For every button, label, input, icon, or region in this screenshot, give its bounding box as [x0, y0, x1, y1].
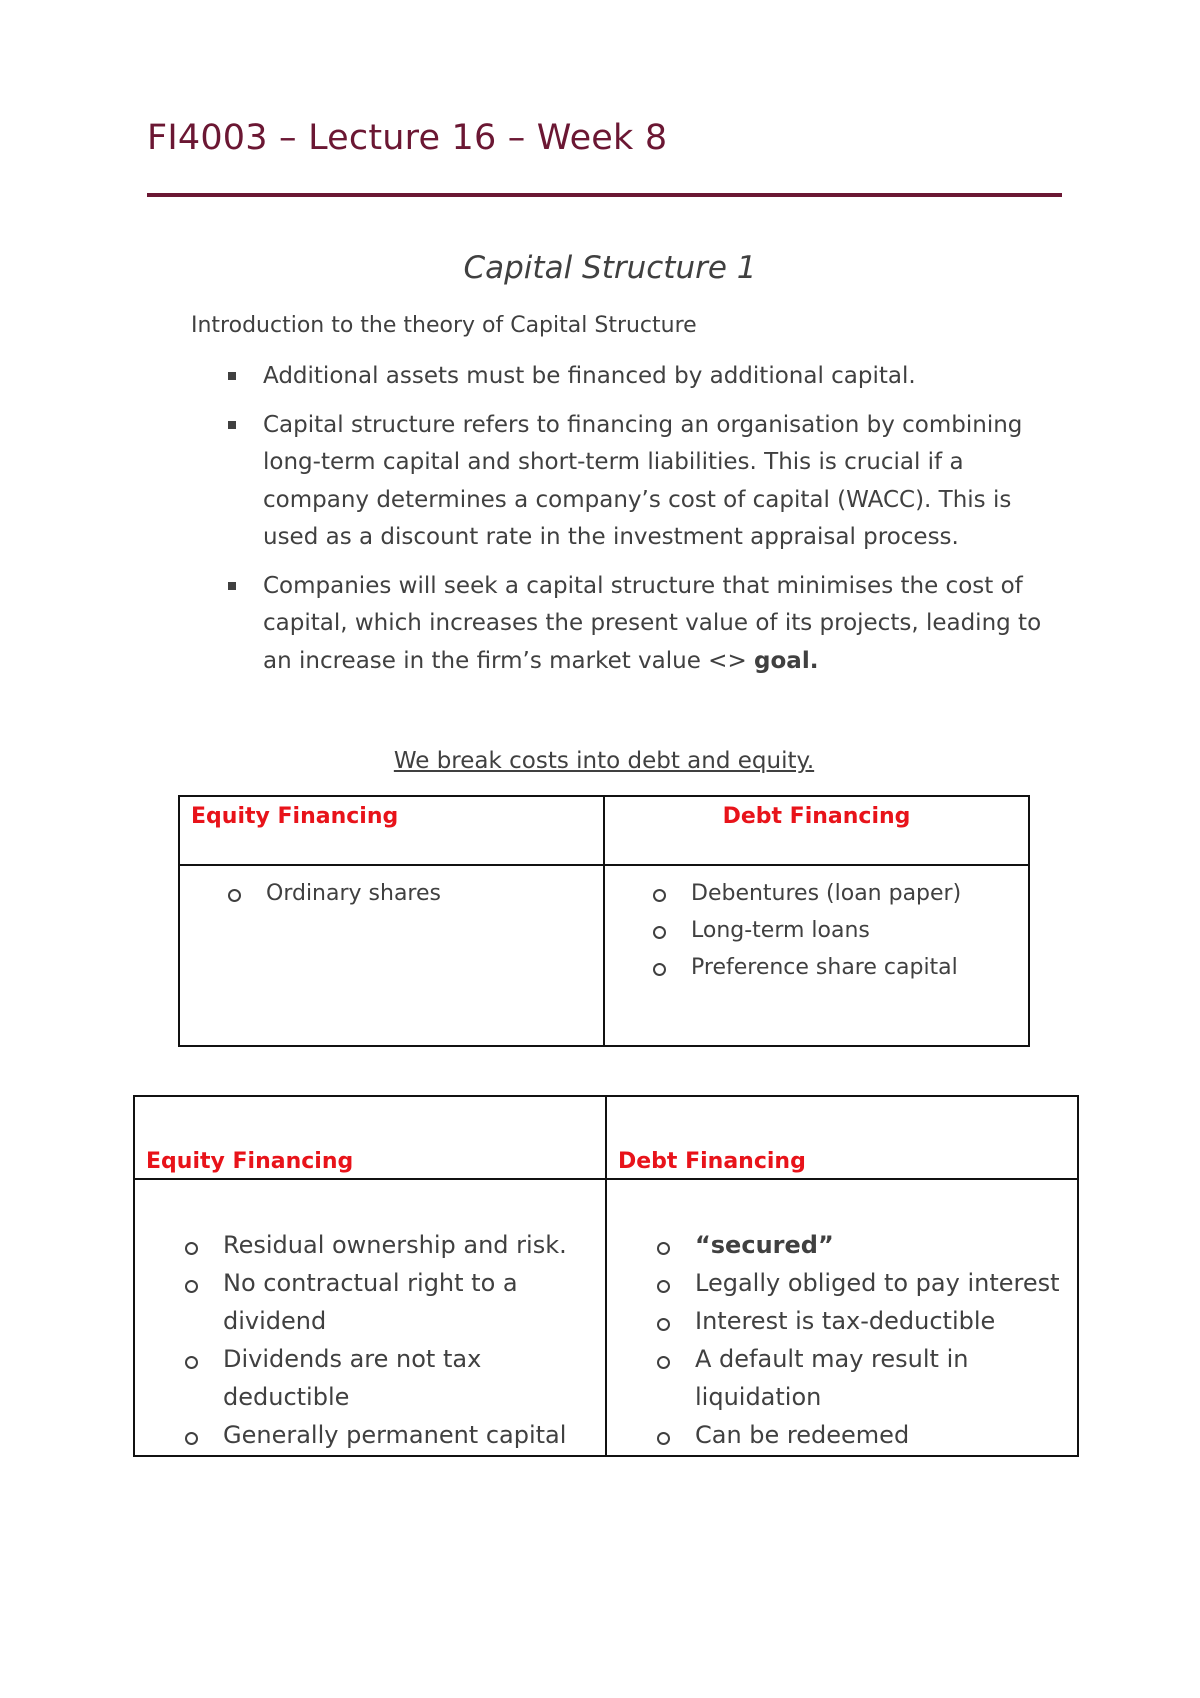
list-item	[649, 1340, 1077, 1416]
bullet-text: Additional assets must be financed by additional capital.	[263, 363, 916, 389]
item-text: Long-term loans	[691, 918, 870, 943]
table-cell	[606, 1179, 1078, 1456]
item-text: Interest is tax-deductible	[695, 1307, 996, 1335]
debt-header: Debt Financing	[722, 804, 911, 829]
list-item	[649, 1416, 1077, 1454]
circle-bullet-icon	[185, 1432, 198, 1445]
circle-bullet-icon	[657, 1242, 670, 1255]
debt-list	[607, 1180, 1077, 1454]
circle-bullet-icon	[657, 1356, 670, 1369]
list-item	[649, 1264, 1077, 1302]
list-item	[177, 1264, 605, 1340]
circle-bullet-icon	[185, 1356, 198, 1369]
debt-list	[605, 866, 1028, 986]
item-text: No contractual right to a dividend	[223, 1269, 518, 1335]
list-item	[645, 912, 1028, 949]
bullet-text: Companies will seek a capital structure that minimises the cost of capital, which increases the present value of its projects, leading to an increase in the firm’s market value <>	[263, 572, 1042, 674]
equity-list	[180, 866, 603, 912]
equity-list	[135, 1180, 605, 1454]
circle-bullet-icon	[657, 1280, 670, 1293]
equity-header: Equity Financing	[146, 1149, 354, 1174]
goal-text: goal.	[754, 647, 819, 674]
list-item	[228, 358, 1068, 396]
page-title: FI4003 – Lecture 16 – Week 8	[147, 118, 668, 158]
circle-bullet-icon	[653, 889, 666, 902]
list-item	[228, 407, 1068, 557]
list-item	[177, 1340, 605, 1416]
table-header-cell	[604, 796, 1029, 865]
item-text: Dividends are not tax deductible	[223, 1345, 482, 1411]
bullet-text: Capital structure refers to financing an organisation by combining long-term capital and short-term liabilities. This is crucial if a company determines a company’s cost of capital (WACC). This is used as a discount rate in the investment appraisal process.	[263, 411, 1023, 550]
equity-header: Equity Financing	[191, 804, 399, 829]
table-header-cell	[179, 796, 604, 865]
table-header-cell	[134, 1096, 606, 1179]
square-bullet-icon	[228, 582, 236, 590]
list-item	[649, 1226, 1077, 1264]
debt-header: Debt Financing	[618, 1149, 806, 1174]
list-item	[645, 949, 1028, 986]
item-text: Can be redeemed	[695, 1421, 910, 1449]
table-cell	[179, 865, 604, 1046]
circle-bullet-icon	[653, 926, 666, 939]
circle-bullet-icon	[657, 1318, 670, 1331]
square-bullet-icon	[228, 372, 236, 380]
square-bullet-icon	[228, 421, 236, 429]
table-header-cell	[606, 1096, 1078, 1179]
financing-summary-table	[178, 795, 1030, 1047]
circle-bullet-icon	[653, 963, 666, 976]
item-text: A default may result in liquidation	[695, 1345, 969, 1411]
list-item	[649, 1302, 1077, 1340]
item-text: “secured”	[695, 1231, 834, 1259]
item-text: Legally obliged to pay interest	[695, 1269, 1060, 1297]
section-subtitle: Capital Structure 1	[463, 250, 757, 286]
circle-bullet-icon	[185, 1280, 198, 1293]
list-item	[645, 875, 1028, 912]
intro-heading: Introduction to the theory of Capital Structure	[191, 313, 697, 338]
title-rule	[147, 193, 1062, 197]
item-text: Residual ownership and risk.	[223, 1231, 567, 1259]
circle-bullet-icon	[185, 1242, 198, 1255]
financing-comparison-table	[133, 1095, 1079, 1457]
list-item	[228, 568, 1068, 681]
table-cell	[134, 1179, 606, 1456]
table-cell	[604, 865, 1029, 1046]
list-item	[220, 875, 603, 912]
list-item	[177, 1226, 605, 1264]
circle-bullet-icon	[657, 1432, 670, 1445]
item-text: Debentures (loan paper)	[691, 881, 962, 906]
item-text: Ordinary shares	[266, 881, 441, 906]
item-text: Generally permanent capital	[223, 1421, 567, 1449]
item-text: Preference share capital	[691, 955, 958, 980]
bullet-list	[228, 358, 1068, 691]
list-item	[177, 1416, 605, 1454]
table-caption: We break costs into debt and equity.	[393, 748, 815, 774]
circle-bullet-icon	[228, 889, 241, 902]
